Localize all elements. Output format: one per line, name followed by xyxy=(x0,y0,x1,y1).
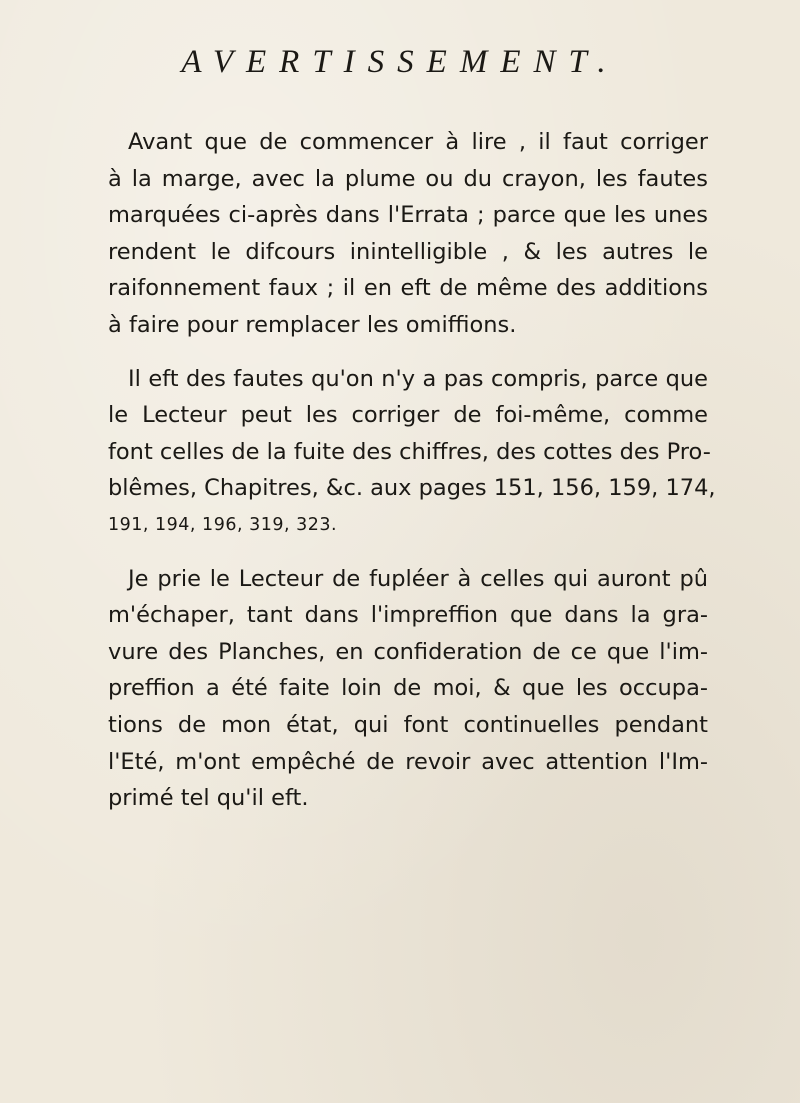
text-line: Je prie le Lecteur de fupléer à celles qui auront pû xyxy=(128,565,708,592)
text-line: tions de mon état, qui font continuelles pendant xyxy=(108,711,708,738)
text-line: blêmes, Chapitres, &c. aux pages 151, 156, 159, 174, xyxy=(108,475,716,502)
paragraph-3 xyxy=(108,561,708,817)
text-line: vure des Planches, en confideration de ce que l'im- xyxy=(108,638,708,665)
text-line: l'Eté, m'ont empêché de revoir avec attention l'Im- xyxy=(108,748,708,775)
text-line: preffion a été faite loin de moi, & que les occupa- xyxy=(108,675,708,702)
text-line: Il eft des fautes qu'on n'y a pas compris, parce que xyxy=(128,365,708,392)
text-line: marquées ci-après dans l'Errata ; parce que les unes xyxy=(108,202,708,229)
paragraph-2 xyxy=(108,361,716,544)
text-line: rendent le difcours inintelligible , & les autres le xyxy=(108,238,708,265)
text-line: primé tel qu'il eft. xyxy=(108,785,309,812)
page-title: AVERTISSEMENT. xyxy=(181,44,619,80)
body-text xyxy=(108,124,716,817)
text-line: à la marge, avec la plume ou du crayon, les fautes xyxy=(108,165,708,192)
text-line: à faire pour remplacer les omiffions. xyxy=(108,311,517,338)
text-line: font celles de la fuite des chiffres, des cottes des Pro- xyxy=(108,438,711,465)
text-line: m'échaper, tant dans l'impreffion que dans la gra- xyxy=(108,602,708,629)
text-line: raifonnement faux ; il en eft de même des additions xyxy=(108,275,708,302)
text-line: 191, 194, 196, 319, 323. xyxy=(108,514,338,535)
text-line: le Lecteur peut les corriger de foi-même, comme xyxy=(108,402,708,429)
paragraph-1 xyxy=(108,124,708,344)
text-line: Avant que de commencer à lire , il faut corriger xyxy=(128,129,708,155)
